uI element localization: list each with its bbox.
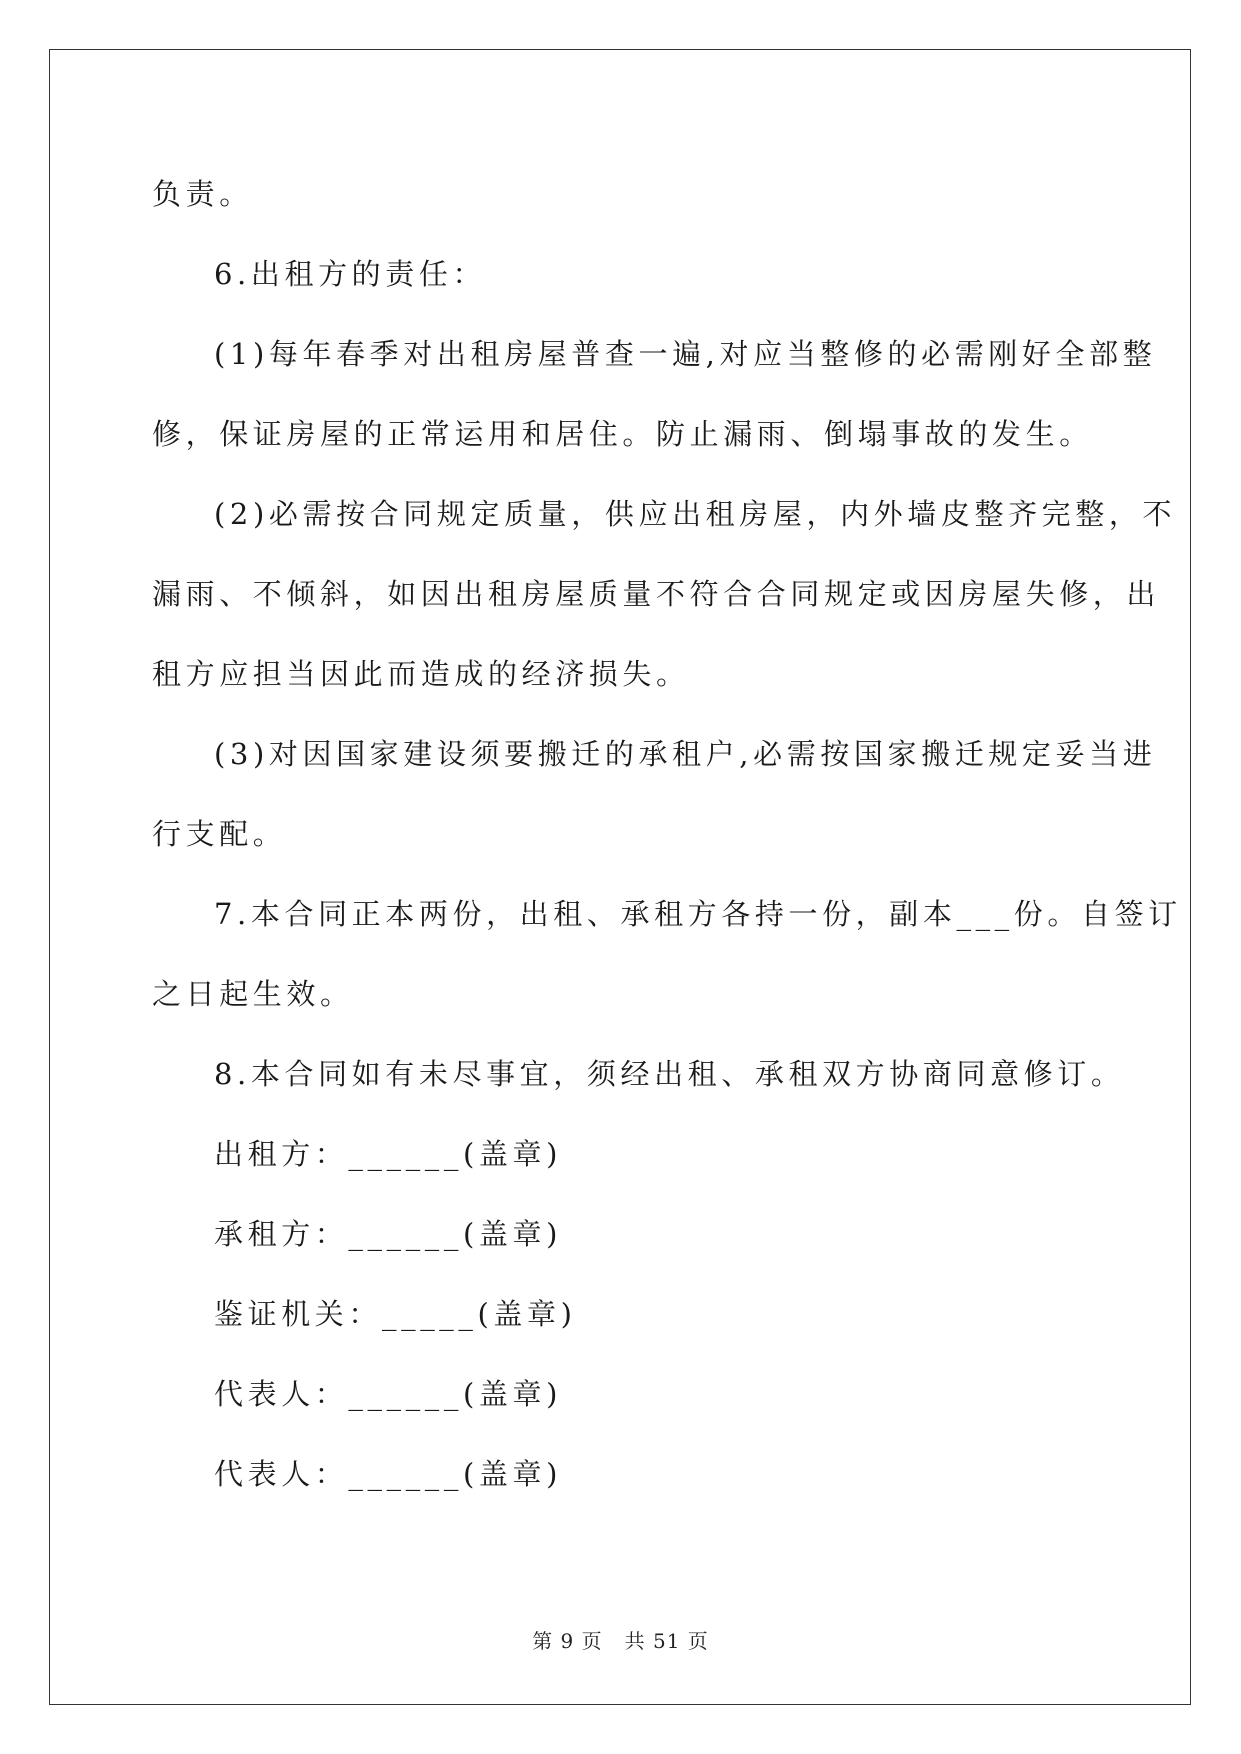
text-line: (2)必需按合同规定质量，供应出租房屋，内外墙皮整齐完整，不 [214, 497, 1177, 531]
text-line: 漏雨、不倾斜，如因出租房屋质量不符合合同规定或因房屋失修，出 [152, 577, 1161, 611]
text-line: 负责。 [152, 177, 253, 211]
text-line: 8.本合同如有未尽事宜，须经出租、承租双方协商同意修订。 [214, 1057, 1125, 1091]
text-line: 行支配。 [152, 817, 287, 851]
paragraph-line [152, 1034, 1125, 1114]
signature-block [152, 1114, 1082, 1514]
signature-representative-1: 代表人：______(盖章) [214, 1377, 563, 1411]
paragraph-line [152, 554, 1161, 634]
paragraph-line [152, 314, 1157, 394]
signature-lessee: 承租方：______(盖章) [214, 1217, 563, 1251]
signature-representative-2: 代表人：______(盖章) [214, 1457, 563, 1491]
paragraph-line [152, 874, 1182, 954]
paragraph-line [152, 474, 1177, 554]
page-total: 共 51 页 [624, 1629, 709, 1653]
text-line: 7.本合同正本两份，出租、承租方各持一份，副本___份。自签订 [214, 897, 1182, 931]
paragraph-line [152, 154, 1082, 234]
signature-lessor: 出租方：______(盖章) [214, 1137, 563, 1171]
text-line: 6.出租方的责任： [214, 257, 487, 291]
text-line: (1)每年春季对出租房屋普查一遍,对应当整修的必需刚好全部整 [214, 337, 1157, 371]
page-footer [0, 1625, 1241, 1654]
paragraph-line [152, 714, 1157, 794]
text-line: (3)对因国家建设须要搬迁的承租户,必需按国家搬迁规定妥当进 [214, 737, 1157, 771]
document-body [152, 154, 1182, 1514]
paragraph-line [152, 794, 1082, 874]
page-number: 第 9 页 [532, 1629, 603, 1653]
text-line: 租方应担当因此而造成的经济损失。 [152, 657, 690, 691]
clause-heading [152, 234, 1082, 314]
paragraph-line [152, 634, 1082, 714]
signature-notary-authority: 鉴证机关：_____(盖章) [214, 1297, 577, 1331]
paragraph-line [152, 394, 1093, 474]
paragraph-line [152, 954, 1082, 1034]
text-line: 之日起生效。 [152, 977, 354, 1011]
text-line: 修，保证房屋的正常运用和居住。防止漏雨、倒塌事故的发生。 [152, 417, 1093, 451]
